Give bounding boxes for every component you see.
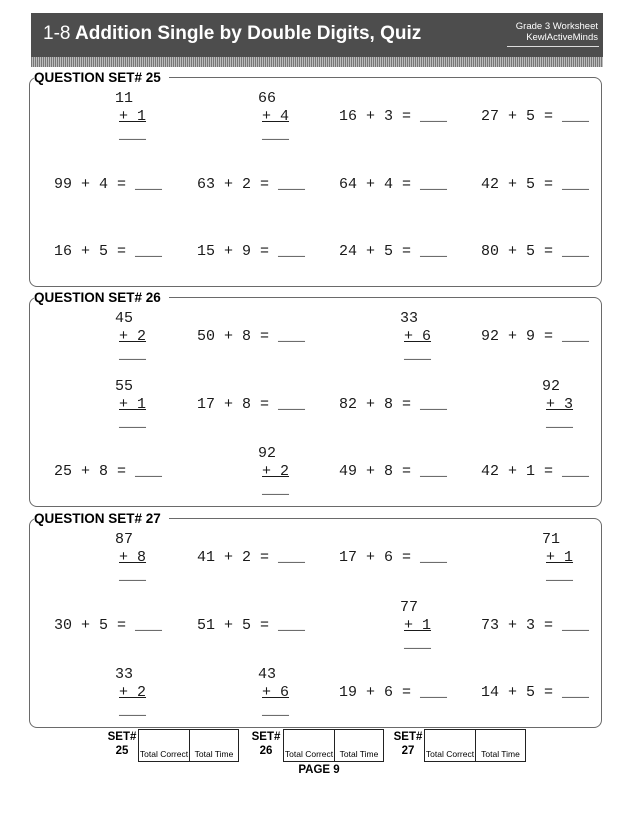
addition-problem — [52, 152, 192, 218]
bottom-addend: + 1 — [119, 108, 147, 125]
equation-text: 80 + 5 = ___ — [481, 243, 590, 260]
bottom-addend: + 2 — [119, 684, 147, 701]
bottom-addend: + 3 — [546, 396, 574, 413]
bottom-addend: + 1 — [404, 617, 432, 634]
answer-blank[interactable]: ___ — [119, 126, 147, 143]
question-set-27 — [29, 511, 602, 728]
top-addend: 66 — [240, 90, 277, 107]
equation-text: 14 + 5 = ___ — [481, 684, 590, 701]
meta-underline — [507, 46, 599, 47]
addition-problem — [195, 372, 335, 438]
footer-set-word: SET# — [251, 731, 281, 743]
addition-problem — [337, 304, 477, 370]
addition-problem — [479, 593, 619, 659]
equation-text: 92 + 9 = ___ — [481, 328, 590, 345]
top-addend: 92 — [240, 445, 277, 462]
top-addend: 77 — [382, 599, 419, 616]
addition-problem — [52, 372, 192, 438]
equation-text: 15 + 9 = ___ — [197, 243, 306, 260]
equation-text: 51 + 5 = ___ — [197, 617, 306, 634]
bottom-addend: + 6 — [404, 328, 432, 345]
addition-problem — [479, 660, 619, 726]
total-correct-label: Total Correct — [284, 749, 334, 759]
footer-set-word: SET# — [393, 731, 423, 743]
answer-blank[interactable]: ___ — [119, 414, 147, 431]
answer-blank[interactable]: ___ — [119, 702, 147, 719]
addition-problem — [479, 525, 619, 591]
brand-label: KewlActiveMinds — [526, 32, 598, 43]
equation-text: 24 + 5 = ___ — [339, 243, 448, 260]
worksheet-title — [43, 23, 421, 45]
question-set-label: QUESTION SET# 25 — [34, 70, 169, 86]
addition-problem — [479, 372, 619, 438]
title-number: 1-8 — [43, 23, 71, 44]
addition-problem — [195, 660, 335, 726]
top-addend: 33 — [382, 310, 419, 327]
footer-set-word: SET# — [107, 731, 137, 743]
top-addend: 87 — [97, 531, 134, 548]
addition-problem — [52, 593, 192, 659]
top-addend: 71 — [524, 531, 561, 548]
addition-problem — [52, 439, 192, 505]
answer-blank[interactable]: ___ — [119, 346, 147, 363]
question-set-25 — [29, 70, 602, 287]
bottom-addend: + 6 — [262, 684, 290, 701]
equation-text: 99 + 4 = ___ — [54, 176, 163, 193]
bottom-addend: + 1 — [119, 396, 147, 413]
addition-problem — [195, 439, 335, 505]
footer-set-label — [247, 730, 285, 758]
addition-problem — [337, 152, 477, 218]
total-correct-label: Total Correct — [425, 749, 475, 759]
answer-blank[interactable]: ___ — [119, 567, 147, 584]
total-time-box[interactable] — [334, 729, 384, 762]
equation-text: 25 + 8 = ___ — [54, 463, 163, 480]
top-addend: 11 — [97, 90, 134, 107]
top-addend: 92 — [524, 378, 561, 395]
bottom-addend: + 4 — [262, 108, 290, 125]
title-text: Addition Single by Double Digits, Quiz — [75, 23, 422, 44]
footer-set-number: 25 — [115, 745, 129, 757]
bottom-addend: + 2 — [262, 463, 290, 480]
bottom-addend: + 8 — [119, 549, 147, 566]
footer-set-label — [103, 730, 141, 758]
total-correct-label: Total Correct — [139, 749, 189, 759]
addition-problem — [195, 525, 335, 591]
equation-text: 30 + 5 = ___ — [54, 617, 163, 634]
bottom-addend: + 1 — [546, 549, 574, 566]
addition-problem — [337, 593, 477, 659]
equation-text: 64 + 4 = ___ — [339, 176, 448, 193]
addition-problem — [337, 660, 477, 726]
total-correct-box[interactable] — [138, 729, 190, 762]
total-time-box[interactable] — [189, 729, 239, 762]
addition-problem — [479, 439, 619, 505]
total-time-label: Total Time — [194, 749, 234, 759]
addition-problem — [337, 372, 477, 438]
equation-text: 63 + 2 = ___ — [197, 176, 306, 193]
question-set-label: QUESTION SET# 26 — [34, 290, 169, 306]
total-time-label: Total Time — [481, 749, 520, 759]
question-set-26 — [29, 290, 602, 507]
answer-blank[interactable]: ___ — [262, 702, 290, 719]
top-addend: 33 — [97, 666, 134, 683]
addition-problem — [195, 593, 335, 659]
answer-blank[interactable]: ___ — [404, 635, 432, 652]
worksheet-meta — [516, 21, 598, 43]
addition-problem — [337, 84, 477, 150]
page-number: PAGE 9 — [298, 764, 340, 776]
total-correct-box[interactable] — [424, 729, 476, 762]
equation-text: 27 + 5 = ___ — [481, 108, 590, 125]
grade-label: Grade 3 Worksheet — [515, 21, 598, 32]
addition-problem — [337, 439, 477, 505]
worksheet-header — [31, 13, 603, 57]
top-addend: 45 — [97, 310, 134, 327]
addition-problem — [479, 84, 619, 150]
answer-blank[interactable]: ___ — [546, 414, 574, 431]
total-time-label: Total Time — [339, 749, 379, 759]
equation-text: 17 + 8 = ___ — [197, 396, 306, 413]
answer-blank[interactable]: ___ — [262, 481, 290, 498]
equation-text: 49 + 8 = ___ — [339, 463, 448, 480]
footer-set-number: 27 — [401, 745, 415, 757]
total-time-box[interactable] — [475, 729, 526, 762]
equation-text: 73 + 3 = ___ — [481, 617, 590, 634]
addition-problem — [479, 304, 619, 370]
equation-text: 19 + 6 = ___ — [339, 684, 448, 701]
answer-blank[interactable]: ___ — [404, 346, 432, 363]
addition-problem — [337, 219, 477, 285]
bottom-addend: + 2 — [119, 328, 147, 345]
equation-text: 17 + 6 = ___ — [339, 549, 448, 566]
addition-problem — [52, 84, 192, 150]
footer-set-label — [389, 730, 427, 758]
addition-problem — [52, 219, 192, 285]
addition-problem — [195, 304, 335, 370]
answer-blank[interactable]: ___ — [546, 567, 574, 584]
equation-text: 41 + 2 = ___ — [197, 549, 306, 566]
footer-set-number: 26 — [259, 745, 273, 757]
addition-problem — [479, 219, 619, 285]
addition-problem — [195, 152, 335, 218]
equation-text: 16 + 5 = ___ — [54, 243, 163, 260]
equation-text: 16 + 3 = ___ — [339, 108, 448, 125]
addition-problem — [195, 219, 335, 285]
addition-problem — [337, 525, 477, 591]
addition-problem — [195, 84, 335, 150]
equation-text: 50 + 8 = ___ — [197, 328, 306, 345]
question-set-label: QUESTION SET# 27 — [34, 511, 169, 527]
equation-text: 42 + 1 = ___ — [481, 463, 590, 480]
addition-problem — [52, 525, 192, 591]
total-correct-box[interactable] — [283, 729, 335, 762]
equation-text: 82 + 8 = ___ — [339, 396, 448, 413]
equation-text: 42 + 5 = ___ — [481, 176, 590, 193]
header-hatch-strip — [31, 57, 603, 67]
answer-blank[interactable]: ___ — [262, 126, 290, 143]
addition-problem — [479, 152, 619, 218]
addition-problem — [52, 304, 192, 370]
top-addend: 43 — [240, 666, 277, 683]
addition-problem — [52, 660, 192, 726]
top-addend: 55 — [97, 378, 134, 395]
